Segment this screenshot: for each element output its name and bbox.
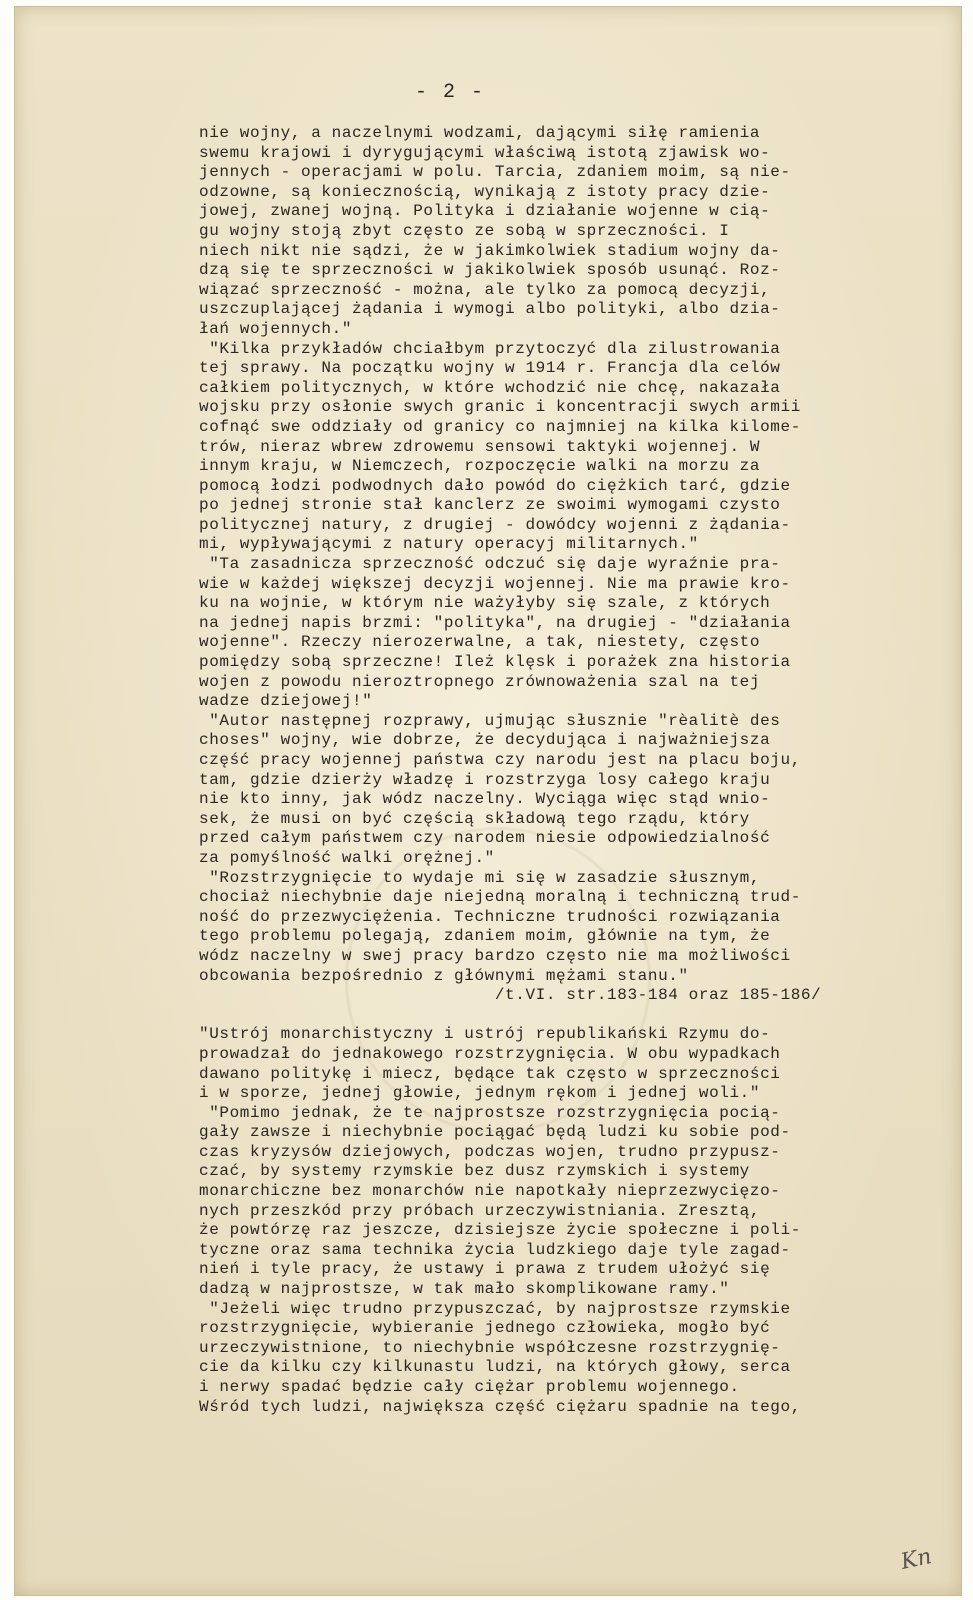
text-line: Wśród tych ludzi, największa część ciężaru spadnie na tego, (199, 1397, 801, 1416)
text-line: i w sporze, jednej głowie, jednym rękom i jednej woli." (199, 1084, 761, 1103)
text-line: obcowania bezpośrednio z głównymi mężami stanu." (199, 966, 689, 985)
text-line: gały zawsze i niechybnie pociągać będą ludzi ku sobie pod- (199, 1123, 791, 1142)
text-line: jennych - operacjami w polu. Tarcia, zdaniem moim, są nie- (199, 163, 791, 182)
text-line: że powtórzę raz jeszcze, dzisiejsze życie społeczne i poli- (199, 1221, 801, 1240)
text-line: "Rozstrzygnięcie to wydaje mi się w zasadzie słusznym, (199, 868, 761, 887)
text-line: część pracy wojennej państwa czy narodu jest na placu boju, (199, 751, 801, 769)
text-line: dadzą w najprostsze, w tak mało skomplikowane ramy." (199, 1280, 730, 1299)
text-line: nie kto inny, jak wódz naczelny. Wyciąga więc stąd wnio- (199, 790, 771, 809)
text-line: tyczne oraz sama technika życia ludzkiego daje tyle zagad- (199, 1240, 791, 1259)
page-number: - 2 - (415, 81, 486, 104)
text-line: nie wojny, a naczelnymi wodzami, dającymi siłę ramienia (199, 124, 761, 142)
text-line: nych przeszkód przy próbach urzeczywistniania. Zresztą, (199, 1201, 761, 1220)
text-line: tam, gdzie dzierży władzę i rozstrzyga losy całego kraju (199, 770, 771, 789)
text-line (199, 1006, 899, 1026)
text-line: wie w każdej większej decyzji wojennej. Nie ma prawie kro- (199, 574, 791, 593)
typewritten-body-text (199, 124, 899, 1417)
text-line: wojenne". Rzeczy nierozerwalne, a tak, niestety, często (199, 633, 761, 652)
text-line: /t.VI. str.183-184 oraz 185-186/ (199, 986, 822, 1005)
text-line: pomocą łodzi podwodnych dało powód do ciężkich tarć, gdzie (199, 476, 791, 495)
text-line: jowej, zwanej wojną. Polityka i działanie wojenne w cią- (199, 202, 771, 221)
text-line: politycznej natury, z drugiej - dowódcy wojenni z żądania- (199, 515, 791, 534)
text-line: wojen z powodu nieroztropnego zrównoważenia szal na tej (199, 672, 761, 691)
text-line: swemu krajowi i dyrygującymi właściwą istotą zjawisk wo- (199, 143, 771, 162)
text-line: dzą się te sprzeczności w jakikolwiek sposób usunąć. Roz- (199, 261, 781, 280)
text-line: pomiędzy sobą sprzeczne! Ileż klęsk i porażek zna historia (199, 653, 791, 672)
text-line: całkiem politycznych, w które wchodzić nie chcę, nakazała (199, 378, 781, 397)
text-line: niech nikt nie sądzi, że w jakimkolwiek stadium wojny da- (199, 241, 781, 260)
text-line: cofnąć swe oddziały od granicy co najmniej na kilka kilome- (199, 417, 801, 436)
handwritten-initials: Kn (898, 1544, 934, 1575)
text-line: wojsku przy osłonie swych granic i koncentracji swych armii (199, 398, 801, 417)
text-line: nień i tyle pracy, że ustawy i prawa z trudem ułożyć się (199, 1260, 771, 1279)
text-line: ność do przezwyciężenia. Techniczne trudności rozwiązania (199, 907, 781, 926)
text-line: tego problemu polegają, zdaniem moim, głównie na tym, że (199, 927, 771, 946)
text-line: uszczuplającej żądania i wymogi albo polityki, albo dzia- (199, 300, 781, 319)
document-page (14, 6, 962, 1596)
text-line: łań wojennych." (199, 319, 353, 338)
text-line: i nerwy spadać będzie cały ciężar problemu wojennego. (199, 1378, 740, 1396)
text-line: "Kilka przykładów chciałbym przytoczyć dla zilustrowania (199, 339, 781, 358)
text-line: czas kryzysów dziejowych, podczas wojen, trudno przypusz- (199, 1142, 781, 1161)
text-line: na jednej napis brzmi: "polityka", na drugiej - "działania (199, 613, 791, 632)
text-line: gu wojny stoją zbyt często ze sobą w sprzeczności. I (199, 221, 730, 240)
text-line: "Ta zasadnicza sprzeczność odczuć się daje wyraźnie pra- (199, 555, 781, 574)
text-line: cie da kilku czy kilkunastu ludzi, na których głowy, serca (199, 1358, 791, 1377)
text-line: dawano politykę i miecz, będące tak często w sprzeczności (199, 1064, 781, 1083)
text-line: za pomyślność walki orężnej." (199, 848, 495, 867)
text-line: po jednej stronie stał kanclerz ze swoimi wymogami czysto (199, 496, 781, 515)
text-line: wódz naczelny w swej pracy bardzo często nie ma możliwości (199, 946, 791, 965)
text-line: trów, nieraz wbrew zdrowemu sensowi taktyki wojennej. W (199, 437, 761, 456)
text-line: "Autor następnej rozprawy, ujmując słusznie "rèalitè des (199, 711, 781, 730)
text-line: wiązać sprzeczność - można, ale tylko za pomocą decyzji, (199, 280, 771, 299)
text-line: odzowne, są koniecznością, wynikają z istoty pracy dzie- (199, 182, 771, 201)
text-line: rozstrzygnięcie, wybieranie jednego człowieka, mogło być (199, 1319, 771, 1338)
text-line: sek, że musi on być częścią składową tego rządu, który (199, 809, 750, 828)
text-line: choses" wojny, wie dobrze, że decydująca i najważniejsza (199, 731, 771, 750)
text-line: tej sprawy. Na początku wojny w 1914 r. Francja dla celów (199, 359, 781, 378)
text-line: wadze dziejowej!" (199, 692, 373, 711)
text-line: ku na wojnie, w którym nie ważyłyby się szale, z których (199, 594, 771, 613)
text-line: "Ustrój monarchistyczny i ustrój republikański Rzymu do- (199, 1025, 771, 1044)
text-line: czać, by systemy rzymskie bez dusz rzymskich i systemy (199, 1162, 750, 1181)
text-line: innym kraju, w Niemczech, rozpoczęcie walki na morzu za (199, 457, 761, 476)
text-line: przed całym państwem czy narodem niesie odpowiedzialność (199, 829, 771, 848)
text-line: urzeczywistnione, to niechybnie współczesne rozstrzygnię- (199, 1338, 781, 1357)
text-line: "Pomimo jednak, że te najprostsze rozstrzygnięcia pocią- (199, 1103, 781, 1122)
text-line: "Jeżeli więc trudno przypuszczać, by najprostsze rzymskie (199, 1299, 791, 1318)
text-line: monarchiczne bez monarchów nie napotkały nieprzezwycięzo- (199, 1182, 781, 1201)
text-line: chociaż niechybnie daje niejedną moralną i techniczną trud- (199, 888, 801, 907)
text-line: prowadzał do jednakowego rozstrzygnięcia. W obu wypadkach (199, 1044, 781, 1063)
text-line: mi, wypływającymi z natury operacyj militarnych." (199, 535, 699, 554)
